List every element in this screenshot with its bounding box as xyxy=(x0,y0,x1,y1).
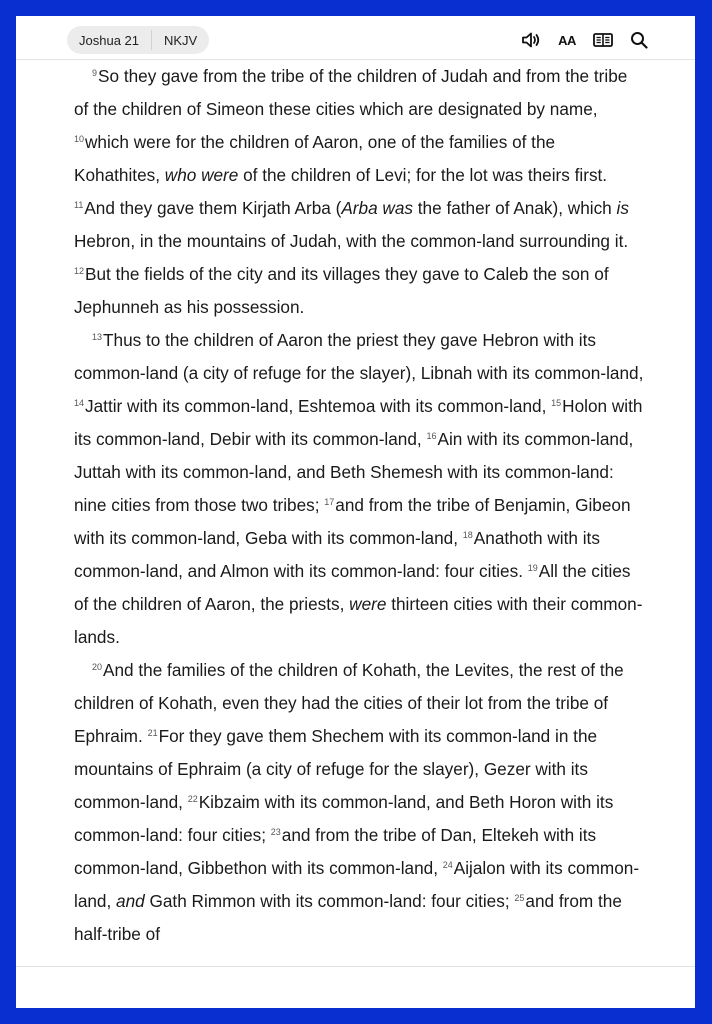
italic-text: were xyxy=(349,594,387,614)
verse-text: For they gave them Shechem with its common-land in the mountains of Ephraim (a city of refuge for the slayer), Gezer with its common-land, xyxy=(74,726,598,812)
verse-text: the father of Anak), which xyxy=(413,198,617,218)
verse-text: and from the half-tribe of xyxy=(74,891,622,944)
audio-icon[interactable] xyxy=(521,30,541,50)
verse-text: Thus to the children of Aaron the priest they gave Hebron with its common-land (a city of refuge for the slayer), Libnah with its common-land, xyxy=(74,330,644,383)
verse-text: Kibzaim with its common-land, and Beth Horon with its common-land: four cities; xyxy=(74,792,614,845)
verse-text: All the cities of the children of Aaron, the priests, xyxy=(74,561,631,614)
verse-text: Anathoth with its common-land, and Almon with its common-land: four cities. xyxy=(74,528,600,581)
verse-number[interactable]: 10 xyxy=(74,134,85,144)
verse-number[interactable]: 15 xyxy=(551,398,562,408)
verse-text: and from the tribe of Benjamin, Gibeon with its common-land, Geba with its common-land, xyxy=(74,495,631,548)
verse-number[interactable]: 9 xyxy=(92,68,98,78)
verse-number[interactable]: 18 xyxy=(462,530,473,540)
book-chapter-button[interactable]: Joshua 21 xyxy=(79,32,139,48)
search-icon[interactable] xyxy=(629,30,649,50)
verse-number[interactable]: 24 xyxy=(442,860,453,870)
verse-text: And the families of the children of Kohath, the Levites, the rest of the children of Kohath, even they had the cities of their lot from the tribe of Ephraim. xyxy=(74,660,624,746)
verse-number[interactable]: 23 xyxy=(270,827,281,837)
verse-number[interactable]: 11 xyxy=(74,200,84,210)
paragraph xyxy=(74,60,644,324)
verse-number[interactable]: 16 xyxy=(426,431,437,441)
passage-selector xyxy=(67,26,209,54)
italic-text: who were xyxy=(164,165,239,185)
version-button[interactable]: NKJV xyxy=(164,32,198,48)
verse-text: which were for the children of Aaron, one of the families of the Kohathites, xyxy=(74,132,556,185)
verse-text: Jattir with its common-land, Eshtemoa with its common-land, xyxy=(85,396,552,416)
verse-text: Holon with its common-land, Debir with its common-land, xyxy=(74,396,643,449)
verse-text: thirteen cities with their common-lands. xyxy=(74,594,643,647)
verse-number[interactable]: 19 xyxy=(527,563,538,573)
verse-number[interactable]: 22 xyxy=(187,794,198,804)
italic-text: Arba was xyxy=(341,198,413,218)
verse-number[interactable]: 21 xyxy=(147,728,158,738)
verse-number[interactable]: 20 xyxy=(92,662,103,672)
paragraph xyxy=(74,324,644,654)
verse-number[interactable]: 25 xyxy=(514,893,525,903)
parallel-view-icon[interactable] xyxy=(593,30,613,50)
font-size-icon[interactable]: AA xyxy=(558,32,576,48)
verse-number[interactable]: 17 xyxy=(324,497,335,507)
verse-text: But the fields of the city and its villages they gave to Caleb the son of Jephunneh as his possession. xyxy=(74,264,609,317)
reader-window xyxy=(16,16,695,1008)
verse-text: Ain with its common-land, Juttah with its common-land, and Beth Shemesh with its common-land: nine cities from those two tribes; xyxy=(74,429,634,515)
verse-number[interactable]: 12 xyxy=(74,266,85,276)
top-toolbar xyxy=(16,16,695,60)
verse-text: of the children of Levi; for the lot was theirs first. xyxy=(238,165,608,185)
chapter-text xyxy=(74,60,644,951)
verse-text: So they gave from the tribe of the children of Judah and from the tribe of the children of Simeon these cities which are designated by name, xyxy=(74,66,628,119)
verse-text: Aijalon with its common-land, xyxy=(74,858,640,911)
bottom-bar xyxy=(16,966,695,1008)
verse-text: Gath Rimmon with its common-land: four cities; xyxy=(144,891,515,911)
italic-text: is xyxy=(616,198,629,218)
verse-text: Hebron, in the mountains of Judah, with the common-land surrounding it. xyxy=(74,231,629,251)
paragraph xyxy=(74,654,644,951)
verse-text: And they gave them Kirjath Arba ( xyxy=(84,198,342,218)
toolbar-actions xyxy=(521,30,649,50)
italic-text: and xyxy=(116,891,145,911)
verse-text: and from the tribe of Dan, Eltekeh with its common-land, Gibbethon with its common-land, xyxy=(74,825,597,878)
verse-number[interactable]: 13 xyxy=(92,332,103,342)
verse-number[interactable]: 14 xyxy=(74,398,85,408)
